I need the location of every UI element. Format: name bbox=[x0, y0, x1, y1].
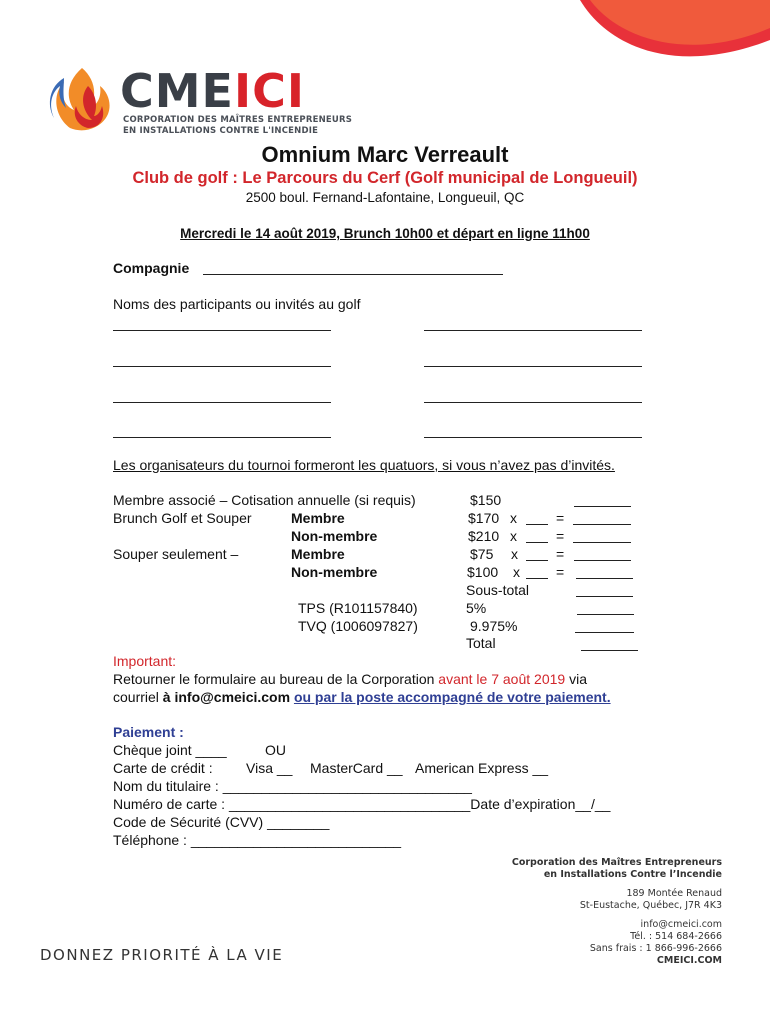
subtotal-label: Sous-total bbox=[466, 582, 530, 598]
total-field[interactable] bbox=[581, 650, 638, 651]
participant-field-7[interactable] bbox=[113, 437, 331, 438]
footer-address bbox=[580, 888, 722, 912]
event-title: Omnium Marc Verreault bbox=[261, 142, 509, 167]
event-date: Mercredi le 14 août 2019, Brunch 10h00 et départ en ligne 11h00 bbox=[180, 226, 590, 241]
brunch-membre-price: $170 bbox=[468, 510, 500, 526]
brunch-membre-equals: = bbox=[556, 510, 565, 526]
brunch-non-membre-label: Non-membre bbox=[291, 528, 378, 544]
participant-field-8[interactable] bbox=[424, 437, 642, 438]
participant-field-4[interactable] bbox=[424, 366, 642, 367]
company-field[interactable] bbox=[203, 274, 503, 275]
souper-membre-price: $75 bbox=[470, 546, 494, 562]
mastercard-option[interactable]: MasterCard __ bbox=[310, 760, 403, 776]
or-label: OU bbox=[265, 742, 286, 758]
footer-website[interactable]: CMEICI.COM bbox=[656, 955, 722, 966]
souper-membre-equals: = bbox=[556, 546, 565, 562]
mail-instructions: ou par la poste accompagné de votre paiement. bbox=[293, 689, 611, 705]
footer-address-line2: St-Eustache, Québec, J7R 4K3 bbox=[579, 900, 722, 911]
important-heading: Important: bbox=[113, 653, 177, 669]
visa-option[interactable]: Visa __ bbox=[246, 760, 293, 776]
card-label: Carte de crédit : bbox=[113, 760, 213, 776]
brand-logo-subtitle bbox=[123, 115, 352, 137]
participant-field-2[interactable] bbox=[424, 330, 642, 331]
tvq-field[interactable] bbox=[575, 632, 634, 633]
souper-non-membre-price: $100 bbox=[467, 564, 499, 580]
brunch-non-membre-price: $210 bbox=[468, 528, 500, 544]
souper-non-membre-equals: = bbox=[556, 564, 565, 580]
footer-org-line2: en Installations Contre l’Incendie bbox=[543, 869, 722, 880]
participant-field-3[interactable] bbox=[113, 366, 331, 367]
tps-label: TPS (R101157840) bbox=[298, 600, 418, 616]
brand-logo-wordmark: CMEICI bbox=[120, 64, 305, 118]
participant-field-1[interactable] bbox=[113, 330, 331, 331]
participant-field-5[interactable] bbox=[113, 402, 331, 403]
footer-org-line1: Corporation des Maîtres Entrepreneurs bbox=[511, 857, 722, 868]
participants-label: Noms des participants ou invités au golf bbox=[113, 296, 361, 312]
footer-address-line1: 189 Montée Renaud bbox=[626, 888, 722, 899]
tps-field[interactable] bbox=[577, 614, 634, 615]
member-fee-price: $150 bbox=[470, 492, 502, 508]
brunch-non-membre-qty-field[interactable] bbox=[526, 542, 548, 543]
club-address: 2500 boul. Fernand-Lafontaine, Longueuil, QC bbox=[245, 190, 525, 205]
card-number-field[interactable]: Numéro de carte : _______________________________Date d’expiration__/__ bbox=[113, 796, 611, 812]
cvv-field[interactable]: Code de Sécurité (CVV) ________ bbox=[113, 814, 330, 830]
souper-non-membre-amount-field[interactable] bbox=[576, 578, 633, 579]
flame-logo-icon bbox=[44, 64, 116, 134]
footer-contact bbox=[590, 919, 722, 967]
email-link[interactable]: à info@cmeici.com bbox=[162, 689, 291, 705]
souper-non-membre-label: Non-membre bbox=[291, 564, 378, 580]
brand-subtitle-line1: CORPORATION DES MAÎTRES ENTREPRENEURS bbox=[123, 115, 353, 125]
souper-label: Souper seulement – bbox=[113, 546, 239, 562]
brunch-membre-amount-field[interactable] bbox=[573, 524, 631, 525]
brand-subtitle-line2: EN INSTALLATIONS CONTRE L'INCENDIE bbox=[123, 126, 319, 136]
amex-option[interactable]: American Express __ bbox=[415, 760, 549, 776]
footer-org bbox=[512, 857, 722, 881]
member-fee-amount-field[interactable] bbox=[574, 506, 631, 507]
company-label: Compagnie bbox=[113, 260, 190, 276]
tvq-rate: 9.975% bbox=[470, 618, 518, 634]
tvq-label: TVQ (1006097827) bbox=[298, 618, 418, 634]
brunch-membre-times: x bbox=[510, 510, 517, 526]
cheque-option[interactable]: Chèque joint ____ bbox=[113, 742, 227, 758]
brunch-non-membre-amount-field[interactable] bbox=[573, 542, 631, 543]
brunch-membre-qty-field[interactable] bbox=[526, 524, 548, 525]
organizers-note: Les organisateurs du tournoi formeront les quatuors, si vous n’avez pas d’invités. bbox=[113, 457, 615, 473]
decorative-corner-graphic bbox=[580, 0, 770, 72]
brunch-non-membre-times: x bbox=[510, 528, 517, 544]
souper-non-membre-times: x bbox=[513, 564, 520, 580]
souper-membre-amount-field[interactable] bbox=[574, 560, 631, 561]
payment-heading: Paiement : bbox=[113, 724, 184, 740]
brunch-membre-label: Membre bbox=[291, 510, 345, 526]
souper-non-membre-qty-field[interactable] bbox=[526, 578, 548, 579]
total-label: Total bbox=[466, 635, 496, 651]
cardholder-field[interactable]: Nom du titulaire : ________________________________ bbox=[113, 778, 472, 794]
club-name: Club de golf : Le Parcours du Cerf (Golf municipal de Longueuil) bbox=[132, 169, 638, 187]
subtotal-field[interactable] bbox=[576, 596, 633, 597]
phone-field[interactable]: Téléphone : ___________________________ bbox=[113, 832, 402, 848]
souper-membre-times: x bbox=[511, 546, 518, 562]
important-line-1: Retourner le formulaire au bureau de la Corporation avant le 7 août 2019 via bbox=[113, 671, 587, 687]
brunch-label: Brunch Golf et Souper bbox=[113, 510, 252, 526]
participant-field-6[interactable] bbox=[424, 402, 642, 403]
footer-tel: Tél. : 514 684-2666 bbox=[630, 931, 722, 942]
slogan: DONNEZ PRIORITÉ À LA VIE bbox=[40, 946, 284, 964]
brunch-non-membre-equals: = bbox=[556, 528, 565, 544]
important-line-2: courriel à info@cmeici.com ou par la poste accompagné de votre paiement. bbox=[113, 689, 611, 705]
footer-email[interactable]: info@cmeici.com bbox=[640, 919, 722, 930]
member-fee-label: Membre associé – Cotisation annuelle (si requis) bbox=[113, 492, 416, 508]
souper-membre-qty-field[interactable] bbox=[526, 560, 548, 561]
souper-membre-label: Membre bbox=[291, 546, 345, 562]
tps-rate: 5% bbox=[466, 600, 487, 616]
footer-toll-free: Sans frais : 1 866-996-2666 bbox=[589, 943, 722, 954]
